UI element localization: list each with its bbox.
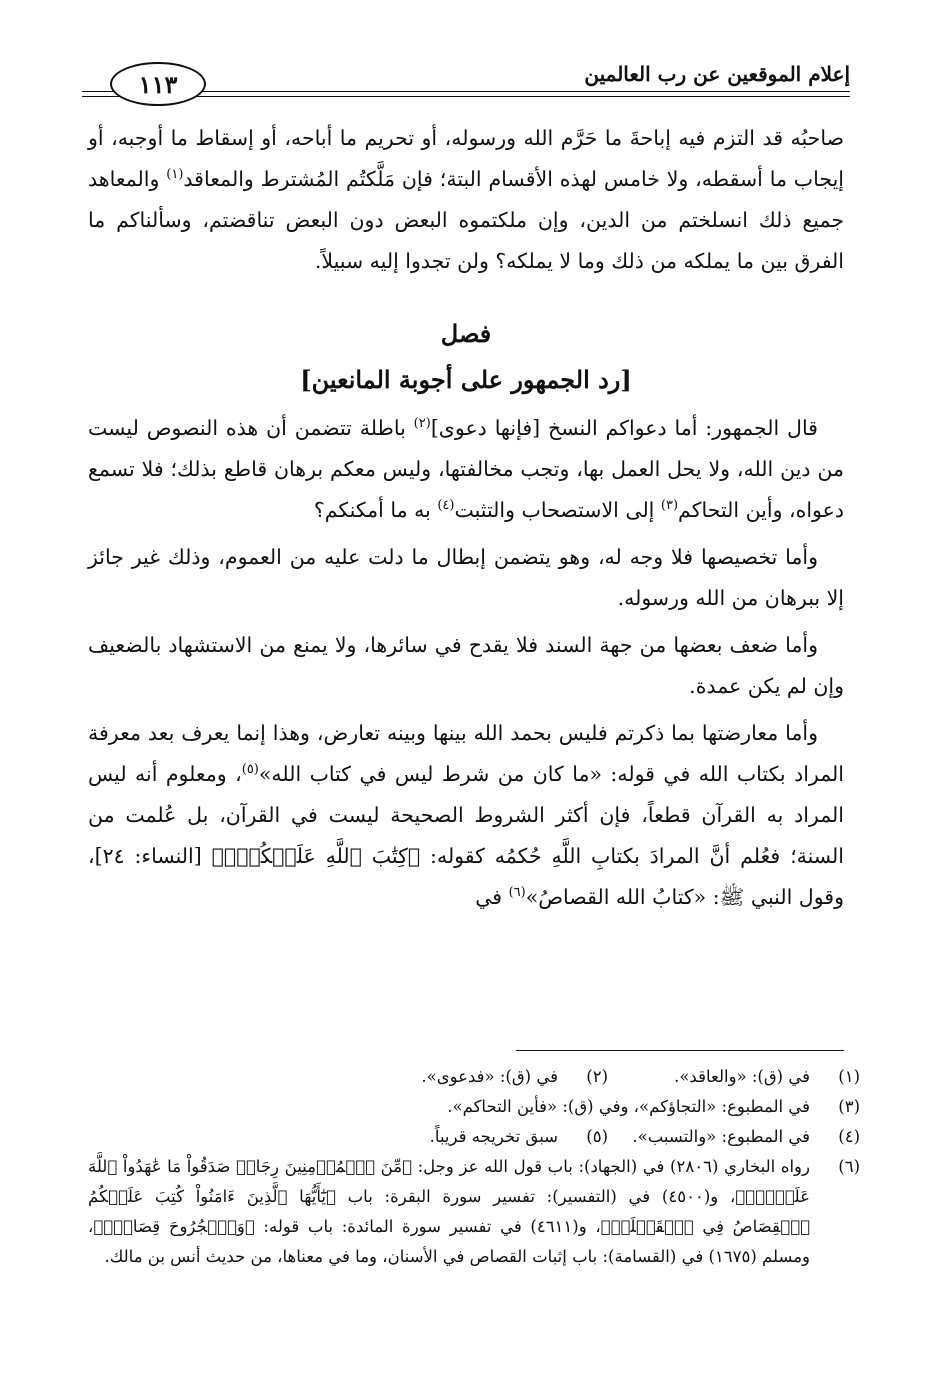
footnote-text-4: في المطبوع: «والتسبب». xyxy=(632,1127,810,1146)
footnote-text-2: في (ق): «فدعوى». xyxy=(421,1067,558,1086)
section-title: فصل xyxy=(440,319,492,348)
footnote-number-5: (٥) xyxy=(586,1127,608,1146)
footnote-row-1-2 xyxy=(88,1062,860,1092)
paragraph-2-text-c: إلى الاستصحاب والتثبت xyxy=(454,498,661,522)
page-number: ١١٣ xyxy=(138,69,178,99)
paragraph-4: وأما ضعف بعضها من جهة السند فلا يقدح في سائرها، ولا يمنع من الاستشهاد بالضعيف وإن لم يكن عمدة. xyxy=(88,633,844,698)
running-header-title: إعلام الموقعين عن رب العالمين xyxy=(584,62,850,86)
paragraph-5-text-c: في xyxy=(475,885,509,909)
footnote-row-6 xyxy=(88,1152,860,1272)
paragraph-5 xyxy=(88,713,844,918)
page-number-badge xyxy=(110,62,206,106)
footnote-separator xyxy=(516,1050,844,1051)
footnote-number-2: (٢) xyxy=(586,1067,608,1086)
footnote-text-6: رواه البخاري (٢٨٠٦) في (الجهاد): باب قول الله عز وجل: ﴿مِّنَ ٱلۡمُؤۡمِنِينَ رِجَالٞ صَدَقُواْ مَا عَٰهَدُواْ ٱللَّهَ عَلَيۡهِۖ﴾، و(٤٥٠٠) في (التفسير): تفسير سورة البقرة: باب ﴿يَٰٓأَيُّهَا ٱلَّذِينَ ءَامَنُواْ كُتِبَ عَلَيۡكُمُ ٱلۡقِصَاصُ فِي ٱلۡقَتۡلَىۖ﴾، و(٤٦١١) في تفسير سورة المائدة: باب قوله: ﴿وَٱلۡجُرُوحَ قِصَاصٞۚ﴾، ومسلم (١٦٧٥) في (القسامة): باب إثبات القصاص في الأسنان، وما في معناها، من حديث أنس بن مالك. xyxy=(88,1157,810,1266)
footnote-text-3: في المطبوع: «التجاؤكم»، وفي (ق): «فأين التحاكم». xyxy=(447,1097,810,1116)
footnote-number-3: (٣) xyxy=(838,1097,860,1116)
paragraph-5-text-b: ، ومعلوم أنه ليس المراد به القرآن قطعاً، فإن أكثر الشروط الصحيحة ليست في القرآن، بل عُلمت من السنة؛ فعُلم أنَّ المرادَ بكتابِ اللَّهِ حُكمُه كقوله: ﴿كِتَٰبَ ٱللَّهِ عَلَيۡكُمۡۚ﴾ [النساء: ٢٤]، وقول النبي ﷺ: «كتابُ الله القصاصُ» xyxy=(88,762,844,909)
paragraph-3: وأما تخصيصها فلا وجه له، وهو يتضمن إبطال ما دلت عليه من العموم، وذلك غير جائز إلا ببرهان من الله ورسوله. xyxy=(88,545,844,610)
main-text xyxy=(88,118,844,918)
paragraph-2-text-a: قال الجمهور: أما دعواكم النسخ [فإنها دعوى] xyxy=(430,416,818,440)
paragraph-1-text-b: والمعاهد جميع ذلك انسلختم من الدين، وإن ملكتموه البعض دون البعض تناقضتم، وسألناكم ما الفرق بين ما يملكه من ذلك وما لا يملكه؟ ولن تجدوا إليه سبيلاً. xyxy=(88,167,844,273)
paragraph-2-text-b: باطلة تتضمن أن هذه النصوص ليست من دين الله، ولا يحل العمل بها، وتجب مخالفتها، وليس معكم برهان قاطع بذلك؛ فلا تسمع دعواه، وأين التحاكم xyxy=(88,416,844,522)
paragraph-1-text-a: صاحبُه قد التزم فيه إباحةَ ما حَرَّم الله ورسوله، أو تحريم ما أباحه، أو إسقاط ما أوجبه، أو إيجاب ما أسقطه، ولا خامس لهذه الأقسام البتة؛ فإن مَلَّكتُم المُشترط والمعاقد xyxy=(88,126,844,191)
footnote-number-1: (١) xyxy=(838,1067,860,1086)
footnotes xyxy=(88,1062,860,1272)
paragraph-1 xyxy=(88,118,844,282)
footnote-ref-2[interactable]: (٢) xyxy=(413,416,431,432)
footnote-ref-6[interactable]: (٦) xyxy=(508,885,526,901)
section-subtitle: [رد الجمهور على أجوبة المانعين] xyxy=(300,365,632,394)
footnote-number-4: (٤) xyxy=(838,1127,860,1146)
footnote-row-3 xyxy=(88,1092,860,1122)
paragraph-5-text-a: وأما معارضتها بما ذكرتم فليس بحمد الله بينها وبينه تعارض، وهذا إنما يعرف بعد معرفة المراد بكتاب الله في قوله: «ما كان من شرط ليس في كتاب الله» xyxy=(88,721,845,786)
footnote-text-1: في (ق): «والعاقد». xyxy=(674,1067,810,1086)
footnote-ref-5[interactable]: (٥) xyxy=(241,762,259,778)
footnote-ref-4[interactable]: (٤) xyxy=(437,498,455,514)
paragraph-2 xyxy=(88,408,844,531)
footnote-ref-1[interactable]: (١) xyxy=(166,167,184,183)
paragraph-2-text-d: به ما أمكنكم؟ xyxy=(313,498,438,522)
footnote-ref-3[interactable]: (٣) xyxy=(660,498,679,514)
footnote-row-4-5 xyxy=(88,1122,860,1152)
footnote-number-6: (٦) xyxy=(838,1157,860,1176)
footnote-text-5: سبق تخريجه قريباً. xyxy=(429,1127,558,1146)
